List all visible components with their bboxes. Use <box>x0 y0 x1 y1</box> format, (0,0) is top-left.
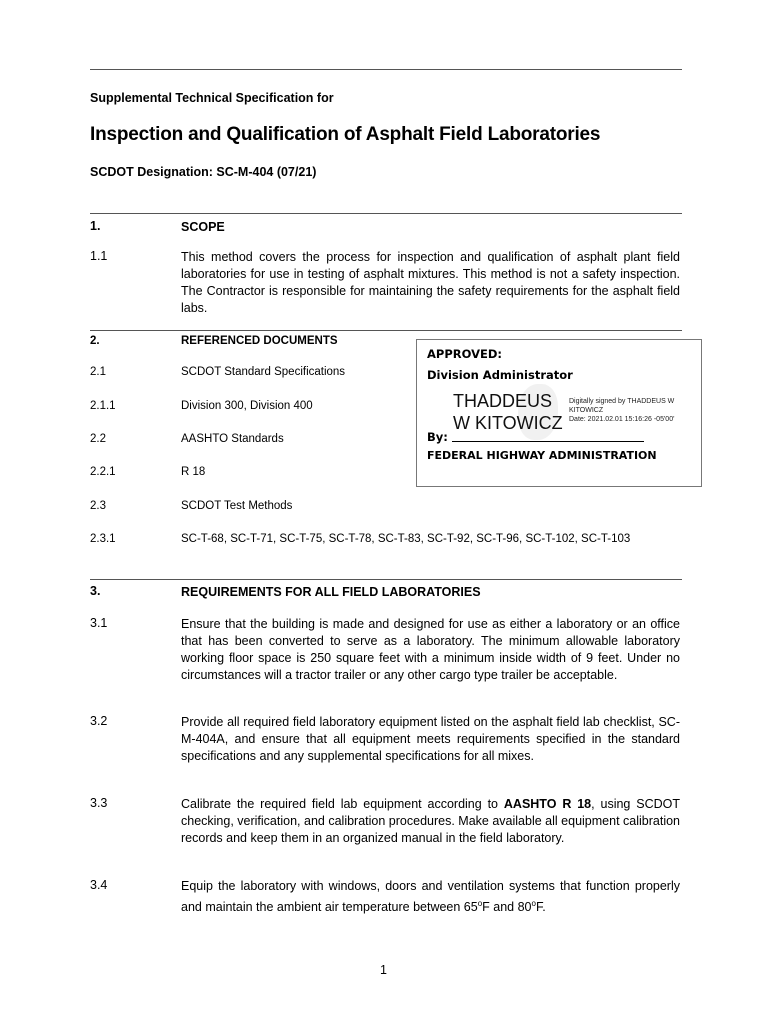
clause-number: 3.2 <box>90 714 108 728</box>
clause-text: SCDOT Test Methods <box>181 500 293 512</box>
approval-role: Division Administrator <box>427 368 573 382</box>
clause-number: 3.3 <box>90 796 108 810</box>
clause-text: SCDOT Standard Specifications <box>181 366 346 378</box>
clause-number: 2.3 <box>90 500 106 512</box>
signature-by-label: By: <box>427 430 448 444</box>
clause-number: 2.2 <box>90 433 106 445</box>
approval-label: APPROVED: <box>427 347 502 361</box>
signature-line <box>452 441 644 442</box>
clause-number: 3.1 <box>90 616 108 630</box>
clause-number: 2.3.1 <box>90 533 116 545</box>
section-rule <box>90 213 682 214</box>
top-rule <box>90 69 682 70</box>
clause-text-part: Equip the laboratory with windows, doors and ventilation systems that function properly and maintain the ambient air temperature between 65 <box>181 879 680 915</box>
clause-number: 3.4 <box>90 878 108 892</box>
digital-signature-date: Date: 2021.02.01 15:16:26 -05'00' <box>569 416 675 423</box>
clause-text: R 18 <box>181 466 206 478</box>
clause-number: 2.2.1 <box>90 466 116 478</box>
clause-text: Division 300, Division 400 <box>181 400 313 412</box>
clause-text <box>181 878 680 916</box>
clause-text-bold: AASHTO R 18 <box>503 797 592 811</box>
degree-mark: o <box>477 899 483 908</box>
clause-text: AASHTO Standards <box>181 433 284 445</box>
clause-text: This method covers the process for inspection and qualification of asphalt plant field laboratories for use in testing of asphalt mixtures. This method is not a safety inspection. The Contractor is responsible for maintaining the safety requirements for the asphalt field labs. <box>181 250 680 315</box>
section-heading: SCOPE <box>181 220 225 234</box>
clause-number: 2.1.1 <box>90 400 116 412</box>
supertitle: Supplemental Technical Specification for <box>90 91 334 105</box>
section-number: 2. <box>90 335 100 347</box>
section-heading: REQUIREMENTS FOR ALL FIELD LABORATORIES <box>181 585 481 599</box>
digital-signature-line1: Digitally signed by THADDEUS W <box>569 398 675 405</box>
designation: SCDOT Designation: SC-M-404 (07/21) <box>90 165 317 179</box>
section-number: 1. <box>90 219 101 233</box>
clause-text: SC-T-68, SC-T-71, SC-T-75, SC-T-78, SC-T-83, SC-T-92, SC-T-96, SC-T-102, SC-T-103 <box>181 533 631 545</box>
clause-text-part: F and 80 <box>482 900 532 915</box>
clause-number: 1.1 <box>90 249 108 263</box>
digital-signature-line2: KITOWICZ <box>569 407 604 414</box>
clause-text-part: Calibrate the required field lab equipment according to <box>181 797 504 811</box>
section-rule <box>90 579 682 580</box>
clause-text-part: , using SCDOT checking, verification, and calibration procedures. Make available all equipment calibration records and keep them in an organized manual in the field laboratory. <box>181 797 680 845</box>
section-heading: REFERENCED DOCUMENTS <box>181 335 338 347</box>
signer-name-line1: THADDEUS <box>453 391 553 411</box>
clause-text <box>181 796 680 847</box>
degree-mark: o <box>531 899 536 908</box>
clause-number: 2.1 <box>90 366 106 378</box>
approval-agency: FEDERAL HIGHWAY ADMINISTRATION <box>427 449 657 462</box>
section-rule <box>90 330 682 331</box>
page-number: 1 <box>380 963 387 977</box>
section-number: 3. <box>90 584 101 598</box>
page-title: Inspection and Qualification of Asphalt Field Laboratories <box>90 124 601 145</box>
clause-text: Provide all required field laboratory equipment listed on the asphalt field lab checklist, SC-M-404A, and ensure that all equipment meets requirements specified in the standard specifications and any supplemental specifications for all mixes. <box>181 715 680 763</box>
clause-text-part: F. <box>535 900 546 915</box>
signer-name-line2: W KITOWICZ <box>453 413 563 433</box>
clause-text: Ensure that the building is made and designed for use as either a laboratory or an office that has been converted to serve as a laboratory. The minimum allowable laboratory working floor space is 250 square feet with a minimum inside width of 9 feet. Under no circumstances will a tractor trailer or any other cargo type trailer be acceptable. <box>181 617 680 682</box>
